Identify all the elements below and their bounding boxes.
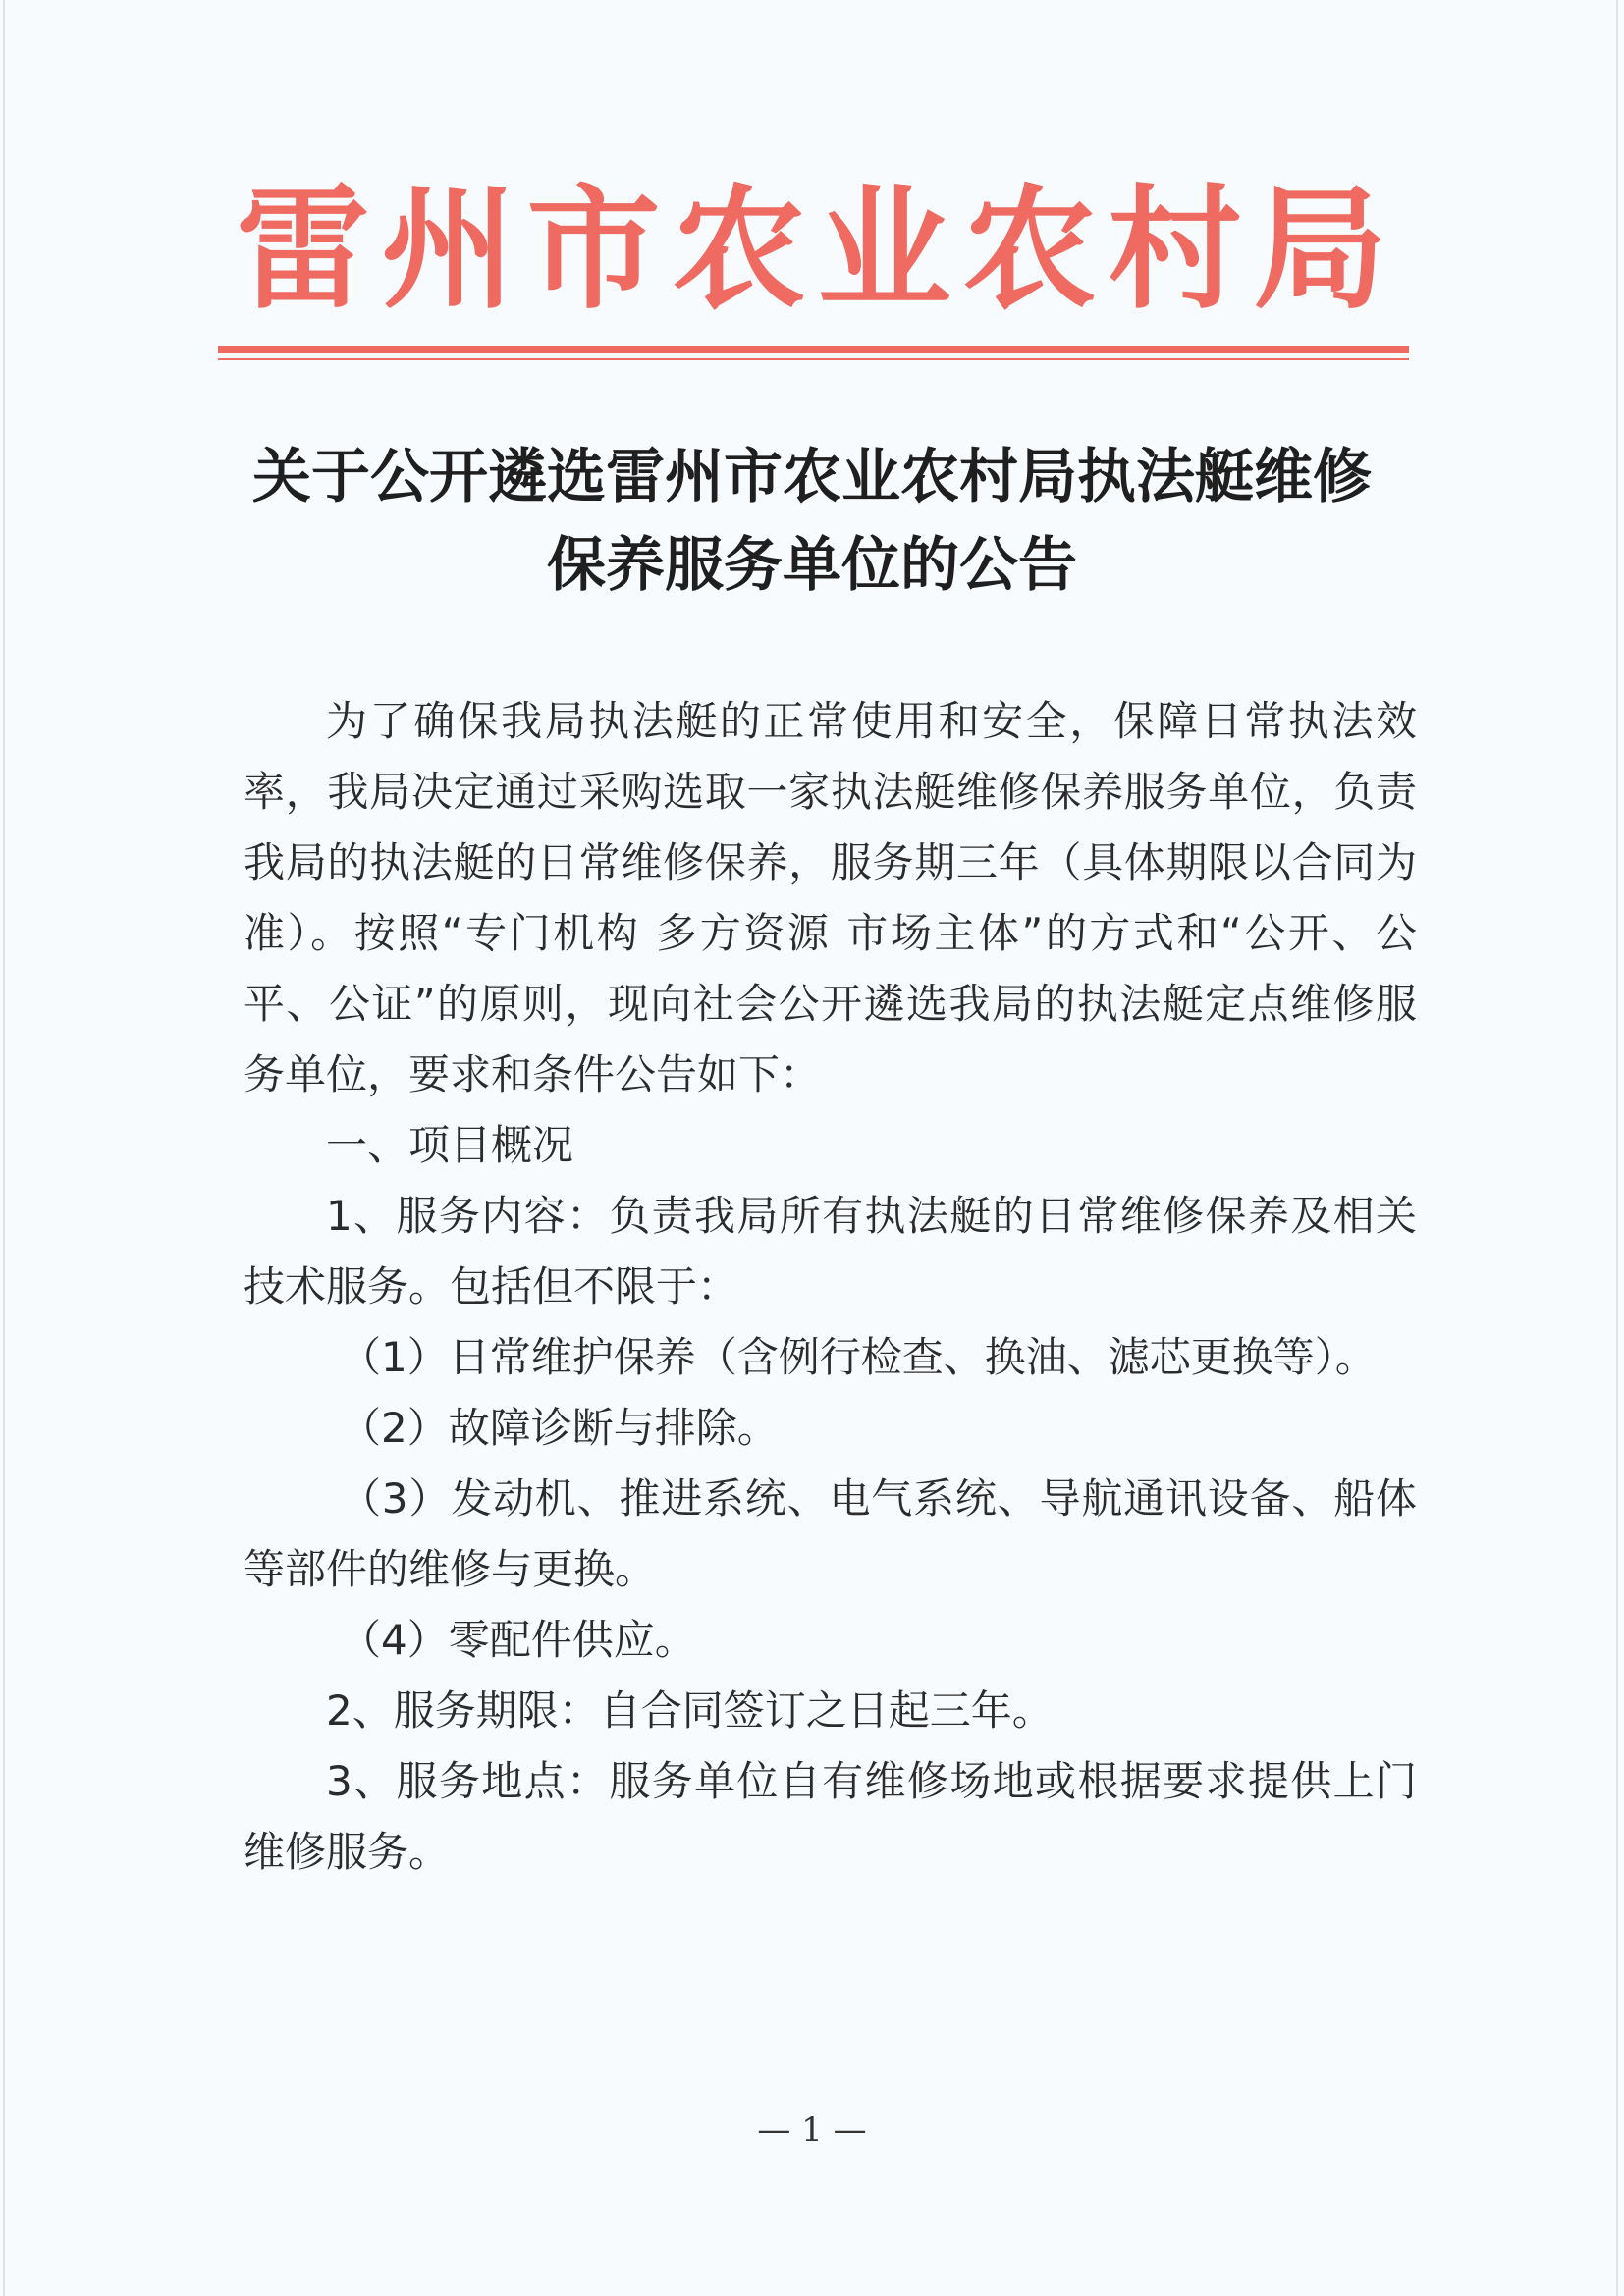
letterhead-rule-thin bbox=[218, 358, 1409, 360]
section-heading: 一、项目概况 bbox=[326, 1121, 574, 1169]
letterhead-org-name: 雷州市农业农村局 bbox=[236, 173, 1399, 328]
page-number: — 1 — bbox=[757, 2110, 867, 2150]
item-service-period: 2、服务期限：自合同签订之日起三年。 bbox=[326, 1686, 1054, 1735]
scan-edge-right bbox=[1616, 0, 1618, 2296]
letterhead-rule-thick bbox=[218, 346, 1409, 353]
item-service-location: 3、服务地点：服务单位自有维修场地或根据要求提供上门维修服务。 bbox=[244, 1757, 1417, 1876]
document-title-line1: 关于公开遴选雷州市农业农村局执法艇维修 bbox=[252, 443, 1372, 511]
scan-edge-left bbox=[3, 0, 5, 2296]
intro-paragraph: 为了确保我局执法艇的正常使用和安全，保障日常执法效率，我局决定通过采购选取一家执法艇维修保养服务单位，负责我局的执法艇的日常维修保养，服务期三年（具体期限以合同为准）。按照“专门机构 多方资源 市场主体”的方式和“公开、公平、公证”的原则，现向社会公开遴选我局的执法艇定点维修服务单位，要求和条件公告如下： bbox=[244, 697, 1417, 1098]
sub-item: （2）故障诊断与排除。 bbox=[340, 1404, 779, 1452]
sub-item: （3）发动机、推进系统、电气系统、导航通讯设备、船体等部件的维修与更换。 bbox=[244, 1474, 1417, 1593]
document-title-line2: 保养服务单位的公告 bbox=[547, 531, 1077, 600]
item-service-content: 1、服务内容：负责我局所有执法艇的日常维修保养及相关技术服务。包括但不限于： bbox=[244, 1192, 1417, 1310]
sub-item: （4）零配件供应。 bbox=[340, 1616, 696, 1664]
document-body bbox=[244, 686, 1417, 1888]
sub-item: （1）日常维护保养（含例行检查、换油、滤芯更换等）。 bbox=[340, 1333, 1377, 1381]
